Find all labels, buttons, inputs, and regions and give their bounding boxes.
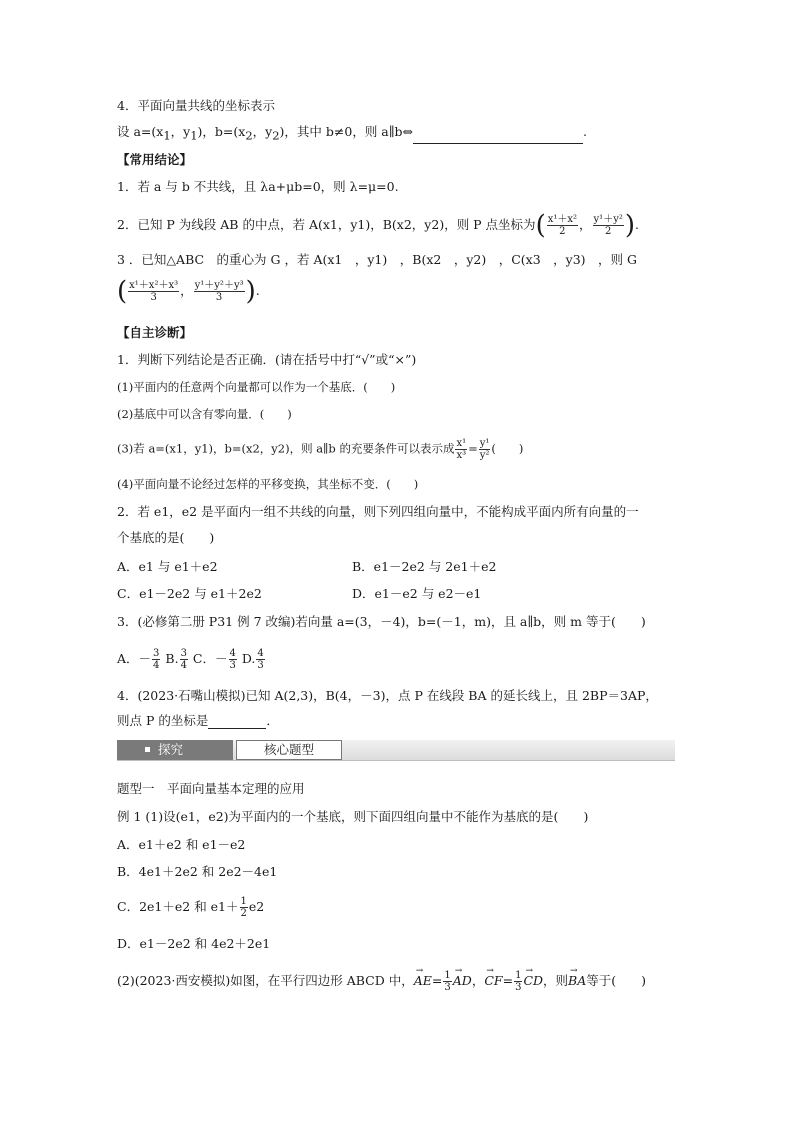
q3-option-c: C．－ <box>192 651 228 666</box>
question-2-option-c: C．e1－2e2 与 e1＋2e2 <box>117 586 262 601</box>
q4-text: 则点 P 的坐标是 <box>117 713 209 728</box>
centroid-formula: ( $\frac{\text{x¹＋x²＋x³}}{3}$ ， $\frac{\text{y¹＋y²＋y³}}{3}$ ). <box>117 276 260 307</box>
sec4-part-b: ，y <box>170 124 191 139</box>
centroid-x-fraction: $\frac{\text{x¹＋x²＋x³}}{3}$ <box>129 280 179 303</box>
explore-tab: 探究 <box>117 740 233 760</box>
type-1-title: 题型一 平面向量基本定理的应用 <box>117 781 305 796</box>
common-conclusions-header: 【常用结论】 <box>117 152 193 167</box>
conclusion-3: 3 ．已知△ABC 的重心为 G ，若 A(x1 ，y1) ，B(x2 ，y2) ，C(x3 ，y3) ，则 G <box>117 252 638 267</box>
q3-option-a: A．－ <box>117 651 152 666</box>
example-1-option-d: D．e1－2e2 和 4e2＋2e1 <box>117 936 271 951</box>
question-1: 1．判断下列结论是否正确．(请在括号中打“√”或“×”) <box>117 352 417 367</box>
question-1-item-2: (2)基底中可以含有零向量．( ) <box>117 407 292 421</box>
example-1-option-c: C．2e1＋e2 和 e1＋ $\frac{1}{2}$ e2 <box>117 896 265 919</box>
self-diagnosis-header: 【自主诊断】 <box>117 325 193 340</box>
example-1-part-1: 例 1 (1)设(e1，e2)为平面内的一个基底，则下面四组向量中不能作为基底的是( ) <box>117 809 589 824</box>
collinear-coordinate-line: 设 $a=(x_1$，$y_1$)，$b=(x_2$，$y_2$)，其中 b≠0，则 a∥b⇔ . <box>117 124 587 143</box>
example-1-option-b: B．4e1＋2e2 和 2e2－4e1 <box>117 864 278 879</box>
question-1-item-1: (1)平面内的任意两个向量都可以作为一个基底．( ) <box>117 380 396 394</box>
ratio-y-fraction: $\frac{\text{y¹}}{\text{y²}}$ <box>479 438 490 461</box>
example-1-option-a: A．e1＋e2 和 e1－e2 <box>117 837 246 852</box>
question-3-options: A．－ $\frac{3}{4}$ B. $\frac{3}{4}$ C．－ $\frac{4}{3}$ D. $\frac{4}{3}$ <box>117 648 264 671</box>
question-2-option-d: D．e1－e2 与 e2－e1 <box>352 586 482 601</box>
question-1-item-4: (4)平面向量不论经过怎样的平移变换，其坐标不变．( ) <box>117 477 419 491</box>
sec4-part-d: ，y <box>252 124 273 139</box>
q3-option-b: B. <box>165 651 179 666</box>
answer-blank <box>413 131 583 144</box>
section-banner <box>117 740 675 762</box>
sec4-part-a: 设 a=(x <box>117 124 164 139</box>
question-2-line-1: 2．若 e1，e2 是平面内一组不共线的向量，则下列四组向量中，不能构成平面内所有向量的一 <box>117 504 639 519</box>
centroid-y-fraction: $\frac{\text{y¹＋y²＋y³}}{3}$ <box>194 280 244 303</box>
midpoint-x-fraction: $\frac{\text{x¹＋x²}}{2}$ <box>547 214 578 237</box>
example-1-part-2: (2)(2023·西安模拟)如图，在平行四边形 ABCD 中，→ AE= $\frac{1}{3}$ → AD，→ CF= $\frac{1}{3}$ → CD，则→ BA等于( ) <box>117 970 646 993</box>
conclusion-2-text: 2．已知 P 为线段 AB 的中点，若 A(x1，y1)，B(x2，y2)，则 P 点坐标为 <box>117 217 536 232</box>
conclusion-2: 2．已知 P 为线段 AB 的中点，若 A(x1，y1)，B(x2，y2)，则 P 点坐标为( $\frac{\text{x¹＋x²}}{2}$ ， $\frac{\text{y¹＋y²}}{2}$ ). <box>117 210 639 241</box>
core-types-tab: 核心题型 <box>236 740 342 760</box>
sec4-end: . <box>583 124 587 139</box>
question-2-line-2: 个基底的是( ) <box>117 530 215 545</box>
question-4-line-2: 则点 P 的坐标是 ． <box>117 713 279 728</box>
section4-title: 4．平面向量共线的坐标表示 <box>117 98 275 113</box>
question-2-option-a: A．e1 与 e1＋e2 <box>117 559 218 574</box>
question-3: 3．(必修第二册 P31 例 7 改编)若向量 a=(3，－4)，b=(－1，m)，且 a∥b，则 m 等于( ) <box>117 614 646 629</box>
q3-option-d: D. <box>241 651 256 666</box>
sec4-part-e: )，其中 b≠0，则 a∥b⇔ <box>279 124 414 139</box>
question-2-option-b: B．e1－2e2 与 2e1＋e2 <box>352 559 497 574</box>
conclusion-1: 1．若 a 与 b 不共线，且 λa+μb=0，则 λ=μ=0. <box>117 179 399 194</box>
question-1-item-3: (3)若 a=(x1，y1)，b=(x2，y2)，则 a∥b 的充要条件可以表示成 $\frac{\text{x¹}}{\text{x³}}$ = $\frac{\text{y¹}}{\text{y²}}$ ( ) <box>117 438 524 461</box>
ratio-x-fraction: $\frac{\text{x¹}}{\text{x³}}$ <box>456 438 467 461</box>
midpoint-y-fraction: $\frac{\text{y¹＋y²}}{2}$ <box>593 214 623 237</box>
item-3-text: (3)若 a=(x1，y1)，b=(x2，y2)，则 a∥b 的充要条件可以表示成 <box>117 441 455 456</box>
sec4-part-c: )，b=(x <box>197 124 246 139</box>
answer-blank <box>208 716 266 729</box>
question-4-line-1: 4．(2023·石嘴山模拟)已知 A(2,3)，B(4，－3)，点 P 在线段 BA 的延长线上，且 2BP＝3AP， <box>117 688 658 703</box>
